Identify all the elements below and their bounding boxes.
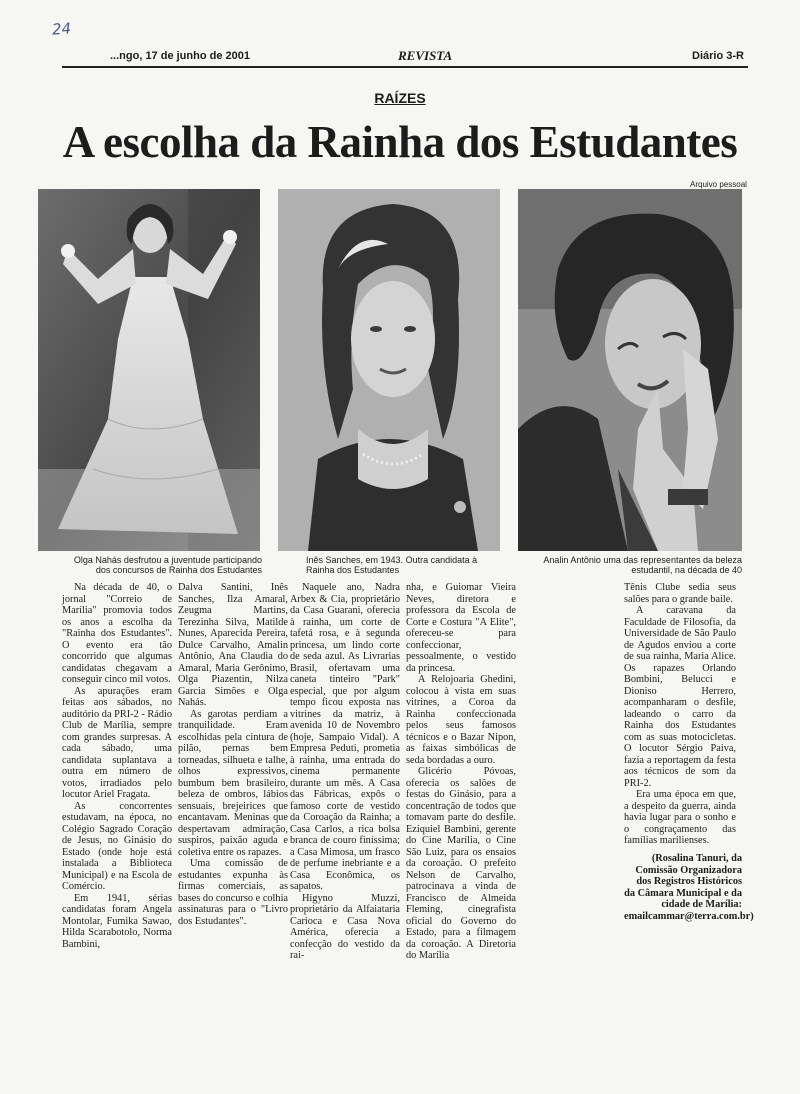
paragraph: A caravana da Faculdade de Filosofia, da Universidade de São Paulo de Agudos enviou a corte de sua rainha, Maria Alice. Os rapazes Orlando Bombini, Belucci e Dioniso Herrero, acompanharam o desfile, ladeando o carro da Rainha dos Estudantes com as suas motocicletas. O locutor Sérgio Paiva, fazia a reportagem da festa aos técnicos de som da PRI-2. <box>624 605 736 789</box>
paragraph: A Relojoaria Ghedini, colocou à vista em suas vitrines, a Coroa da Rainha confeccionada pelos seus famosos técnicos e o Bazar Nipon, as faixas simbólicas de seda bordadas a ouro. <box>406 674 516 766</box>
paragraph: Naquele ano, Nadra Arbex & Cia, proprietário da Casa Guarani, oferecia à rainha, um corte de tafetá rosa, e à segunda princesa, um lindo corte de seda azul. As Livrarias Brasil, ofertavam uma caneta tinteiro "Park" especial, que por algum tempo ficou exposta nas vitrines da matriz, à avenida 10 de Novembro (hoje, Sampaio Vidal). A Empresa Peduti, prometia à rainha, uma entrada do cinema permanente durante um mês. A Casa das Fábricas, expôs o famoso corte de vestido da Coroação da Rainha; a Casa Carlos, a rica bolsa branca de couro finíssima; a Casa Mimosa, um frasco de perfume inebriante e a Casa Econômica, os sapatos. <box>290 582 400 892</box>
page-header <box>62 46 748 68</box>
paragraph: nha, e Guiomar Vieira Neves, diretora e professora da Escola de Corte e Costura "A Elite", ofereceu-se para confeccionar, pessoalmente, o vestido da princesa. <box>406 582 516 674</box>
photo-ines-sanches <box>278 189 500 551</box>
caption-photo-3: Analin Antônio uma das representantes da beleza estudantil, na década de 40 <box>543 555 742 575</box>
article-column-5 <box>624 582 736 847</box>
header-paper-name: Diário 3-R <box>692 50 744 62</box>
article-column-2 <box>178 582 288 927</box>
author-signature <box>624 853 754 922</box>
handwritten-page-number: 24 <box>51 19 72 39</box>
header-date: ...ngo, 17 de junho de 2001 <box>110 50 250 62</box>
paragraph: Uma comissão de estudantes expunha às firmas comerciais, as bases do concurso e colhia assinaturas para o "Livro dos Estudantes". <box>178 858 288 927</box>
photo-analin-antonio <box>518 189 742 551</box>
photo-credit: Arquivo pessoal <box>690 180 747 189</box>
photo-olga-nahas <box>38 189 260 551</box>
article-headline: A escolha da Rainha dos Estudantes <box>62 117 738 167</box>
article-column-3 <box>290 582 400 962</box>
article-column-4 <box>406 582 516 962</box>
paragraph: Era uma época em que, a despeito da guerra, ainda havia lugar para o sonho e o congraçamento das famílias marilienses. <box>624 789 736 846</box>
caption-photo-2: Inês Sanches, em 1943. Outra candidata à Rainha dos Estudantes <box>306 555 478 575</box>
paragraph: Higyno Muzzi, proprietário da Alfaiataria Carioca e Casa Nova América, oferecia a confecção do vestido da rai- <box>290 892 400 961</box>
signature-text: (Rosalina Tanuri, da Comissão Organizadora dos Registros Históricos da Câmara Municipal e da cidade de Marília: emailcammar@terra.com.br) <box>624 853 754 922</box>
paragraph: As apurações eram feitas aos sábados, no auditório da PRI-2 - Rádio Club de Marília, sempre com grandes surpresas. A cada sábado, uma candidata suplantava a outra em número de votos, irradiados pelo locutor Ariel Fragata. <box>62 685 172 800</box>
caption-photo-1: Olga Nahás desfrutou a juventude participando dos concursos de Rainha dos Estudantes <box>73 555 262 575</box>
paragraph: Dalva Santini, Inês Sanches, Ilza Amaral, Zeugma Martins, Terezinha Silva, Matilde Nunes, Aparecida Pereira, Dulce Carvalho, Amalin Antônio, Ana Claudia do Amaral, Maria Gerônimo, Olga Piazentin, Nilza Garcia Simões e Olga Nahás. <box>178 582 288 708</box>
article-column-1 <box>62 582 172 950</box>
paragraph: Tênis Clube sedia seus salões para o grande baile. <box>624 582 736 605</box>
paragraph: Na década de 40, o jornal "Correio de Marília" promovia todos os anos a escolha da "Rainha dos Estudantes". O evento era tão concorrido que algumas candidatas chegavam a conseguir cinco mil votos. <box>62 582 172 685</box>
paragraph: Em 1941, sérias candidatas foram Angela Montolar, Fumika Sawao, Hilda Scarabotolo, Norma Bambini, <box>62 892 172 950</box>
paragraph: As concorrentes estudavam, na época, no Colégio Sagrado Coração de Jesus, no Ginásio do Estado (onde hoje está instalada a Biblioteca Municipal) e na Escola de Comércio. <box>62 800 172 892</box>
header-section: REVISTA <box>398 48 453 63</box>
paragraph: As garotas perdiam a tranquilidade. Eram escolhidas pela cintura de pilão, pernas bem torneadas, silhueta e talhe, olhos expressivos, bumbum bem brasileiro, beleza de ombros, lábios sensuais, brejeirices que encantavam. Meninas que despertavam admiração, suspiros, paixão aguda e coletiva entre os rapazes. <box>178 708 288 858</box>
paragraph: Glicério Póvoas, oferecia os salões de festas do Ginásio, para a concentração de todos que tomavam parte do desfile. Eziquiel Bambini, gerente do Cine Marília, o Cine São Luiz, para os ensaios da coroação. O prefeito Nelson de Carvalho, patrocinava a vinda de Francisco de Almeida Fleming, cinegrafista oficial do Governo do Estado, para a filmagem da coroação. A Diretoria do Marília <box>406 766 516 961</box>
section-kicker: RAÍZES <box>374 90 426 106</box>
